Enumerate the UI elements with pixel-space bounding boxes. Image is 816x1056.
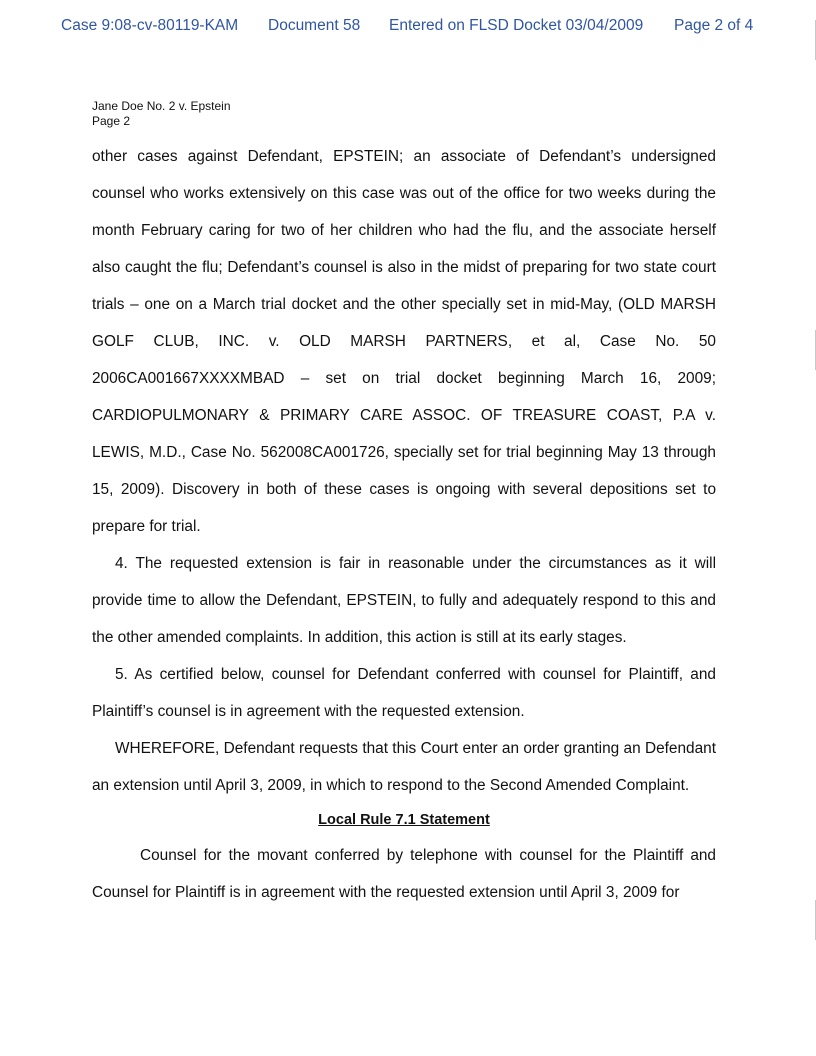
case-caption: Jane Doe No. 2 v. Epstein xyxy=(92,99,231,113)
case-number: Case 9:08-cv-80119-KAM xyxy=(61,17,239,34)
document-number: Document 58 xyxy=(268,17,361,34)
wherefore-paragraph: WHEREFORE, Defendant requests that this Court enter an order granting an Defendant an extension until April 3, 2009, in which to respond to the Second Amended Complaint. xyxy=(92,740,716,794)
document-body xyxy=(92,138,716,911)
local-rule-heading: Local Rule 7.1 Statement xyxy=(318,812,490,828)
docket-entry-date: Entered on FLSD Docket 03/04/2009 xyxy=(389,17,644,34)
page-caption xyxy=(92,99,231,129)
paragraph-4: 4. The requested extension is fair in reasonable under the circumstances as it will provide time to allow the Defendant, EPSTEIN, to fully and adequately respond to this and the other amended complaints. In addition, this action is still at its early stages. xyxy=(92,555,716,646)
paragraph-5: 5. As certified below, counsel for Defendant conferred with counsel for Plaintiff, and Plaintiff’s counsel is in agreement with the requested extension. xyxy=(92,666,716,720)
docket-header xyxy=(0,17,816,39)
page-count: Page 2 of 4 xyxy=(674,17,754,34)
local-rule-paragraph: Counsel for the movant conferred by telephone with counsel for the Plaintiff and Counsel for Plaintiff is in agreement with the requested extension until April 3, 2009 for xyxy=(92,847,716,901)
page-label: Page 2 xyxy=(92,114,131,128)
continuation-paragraph: other cases against Defendant, EPSTEIN; an associate of Defendant’s undersigned counsel who works extensively on this case was out of the office for two weeks during the month February caring for two of her children who had the flu, and the associate herself also caught the flu; Defendant’s counsel is also in the midst of preparing for two state court trials – one on a March trial docket and the other specially set in mid-May, (OLD MARSH GOLF CLUB, INC. v. OLD MARSH PARTNERS, et al, Case No. 50 2006CA001667XXXXMBAD – set on trial docket beginning March 16, 2009; CARDIOPULMONARY & PRIMARY CARE ASSOC. OF TREASURE COAST, P.A v. LEWIS, M.D., Case No. 562008CA001726, specially set for trial beginning May 13 through 15, 2009). Discovery in both of these cases is ongoing with several depositions set to prepare for trial. xyxy=(92,148,716,535)
